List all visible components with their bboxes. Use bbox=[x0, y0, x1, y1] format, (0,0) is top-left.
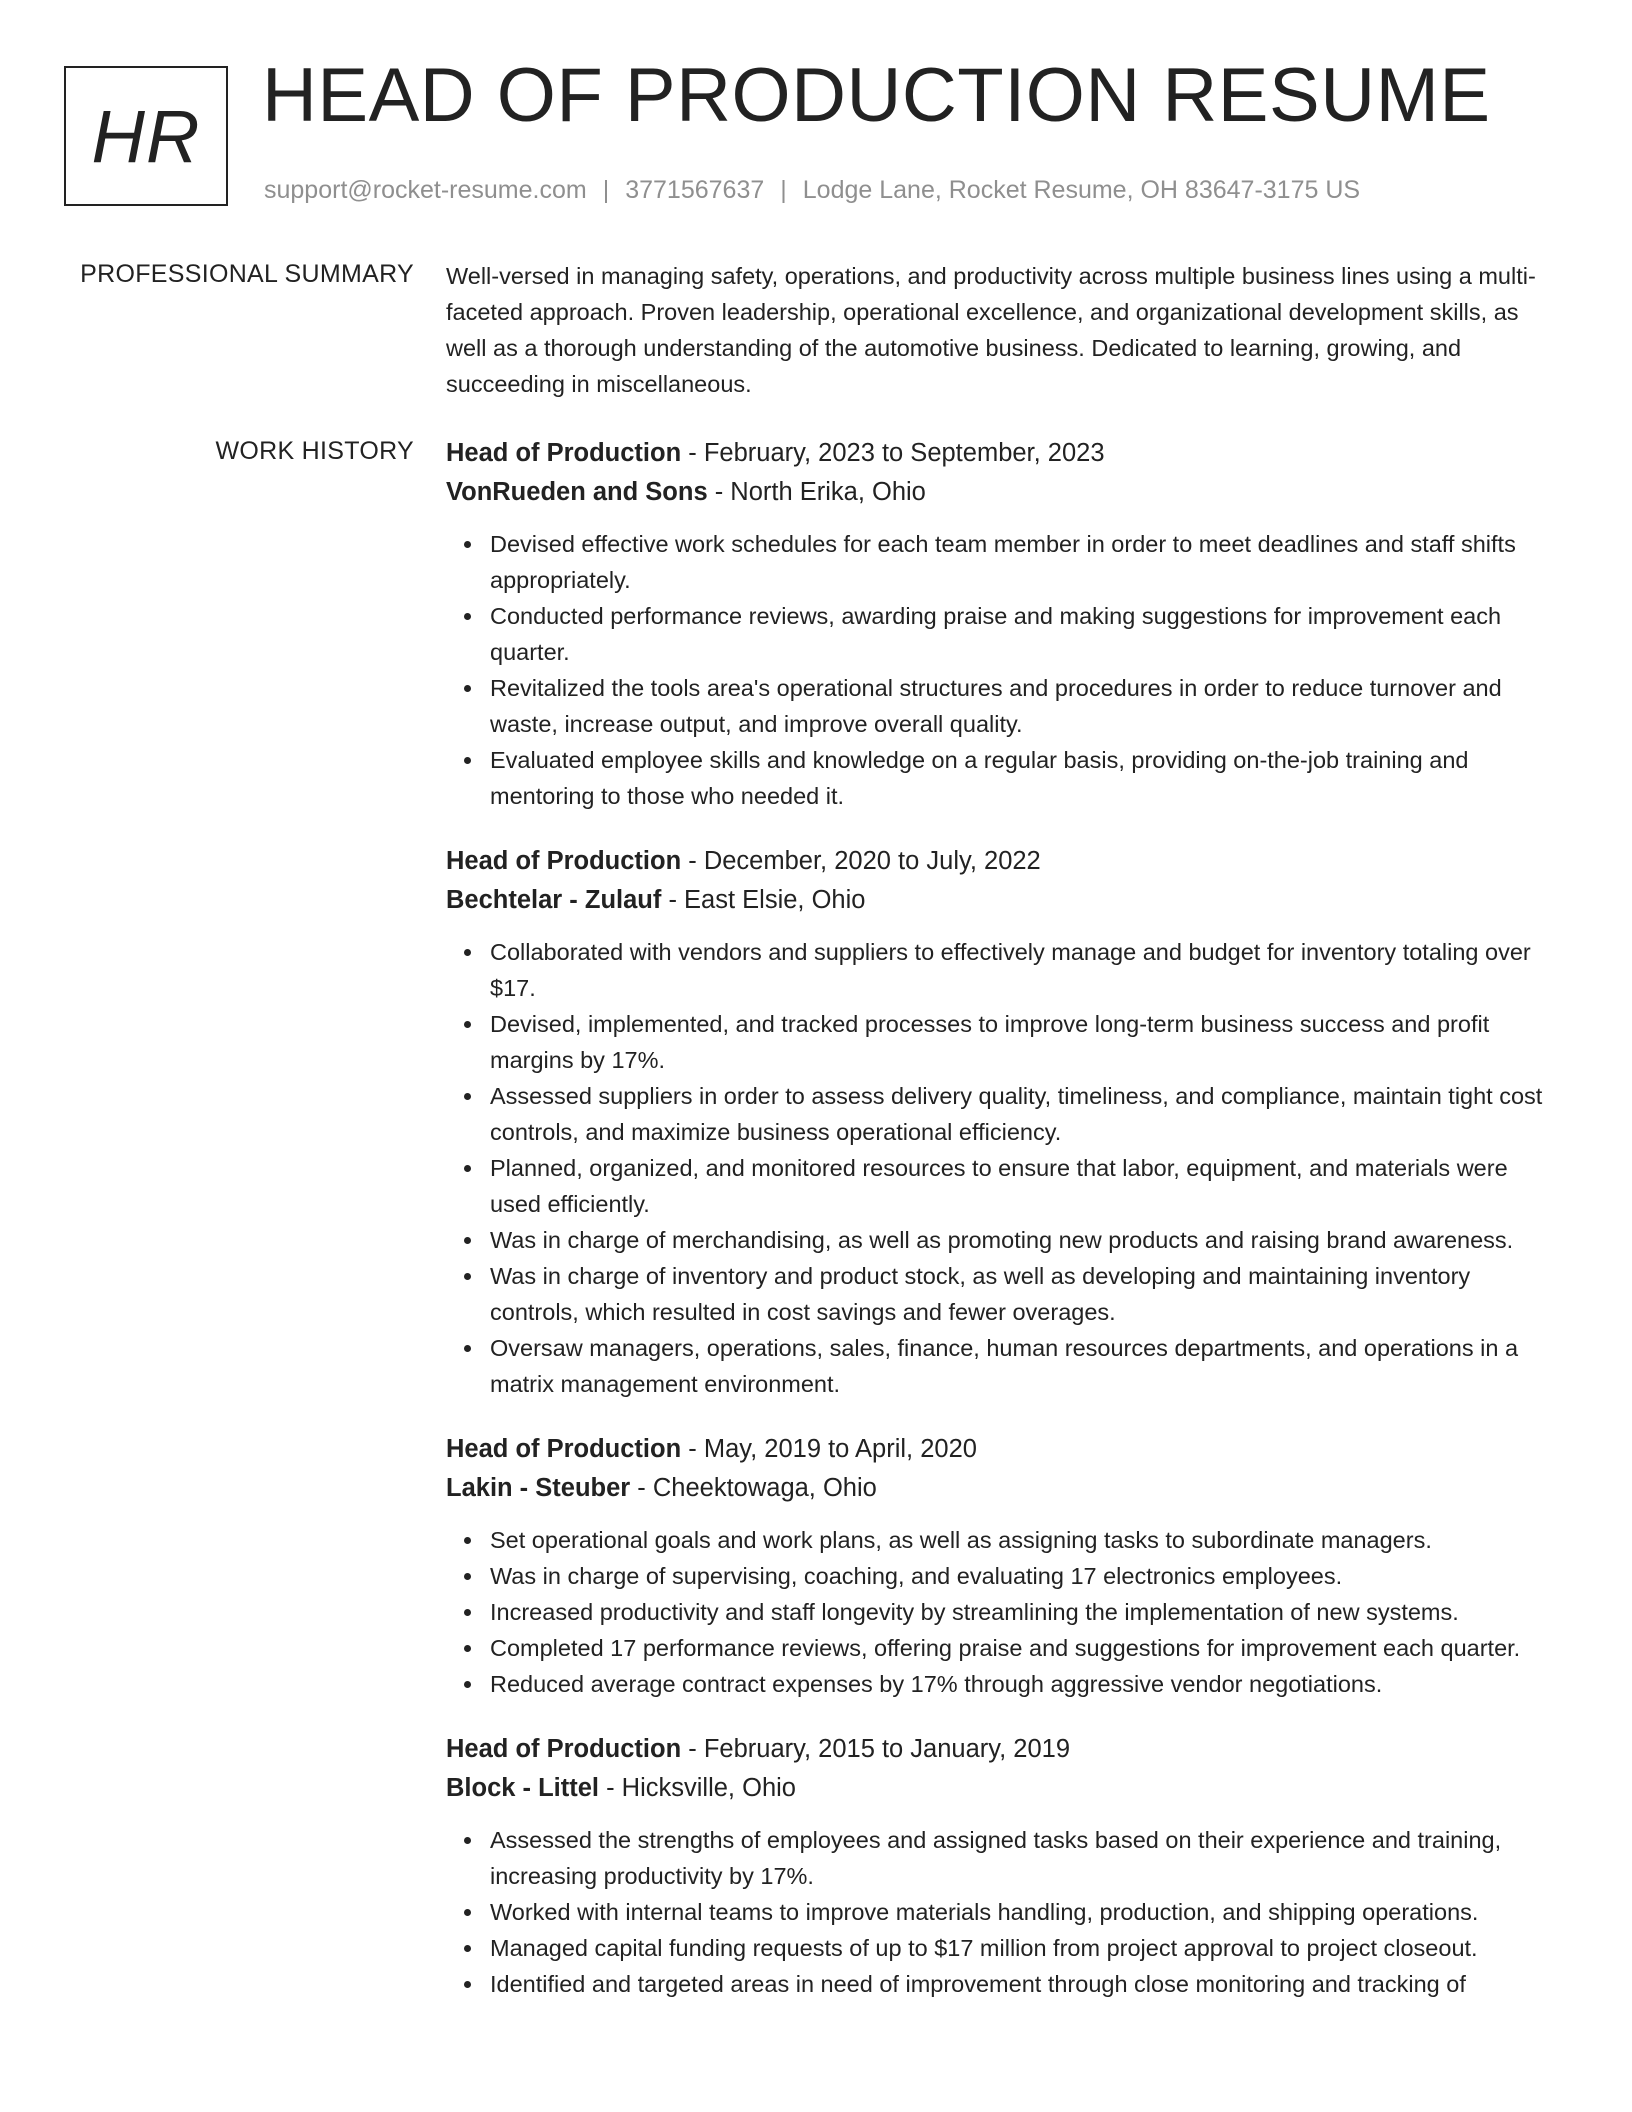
job-entry bbox=[446, 1430, 1556, 1702]
job-company-line bbox=[446, 881, 1556, 920]
job-company-line bbox=[446, 1769, 1556, 1808]
job-bullet: Evaluated employee skills and knowledge on a regular basis, providing on-the-job training and mentoring to those who needed it. bbox=[490, 742, 1556, 814]
job-company: VonRueden and Sons bbox=[446, 478, 708, 506]
job-title: Head of Production bbox=[446, 847, 682, 875]
summary-text: Well-versed in managing safety, operations, and productivity across multiple business lines using a multi-faceted approach. Proven leadership, operational excellence, and organizational development skills, as well as a thorough understanding of the automotive business. Dedicated to learning, growing, and succeeding in miscellaneous. bbox=[446, 263, 1536, 397]
job-title: Head of Production bbox=[446, 1435, 682, 1463]
job-dates: - February, 2023 to September, 2023 bbox=[681, 439, 1105, 467]
job-bullet: Collaborated with vendors and suppliers to effectively manage and budget for inventory totaling over $17. bbox=[490, 934, 1556, 1006]
job-bullet: Oversaw managers, operations, sales, finance, human resources departments, and operations in a matrix management environment. bbox=[490, 1330, 1556, 1402]
job-bullet: Completed 17 performance reviews, offering praise and suggestions for improvement each quarter. bbox=[490, 1630, 1556, 1666]
job-bullet: Was in charge of inventory and product stock, as well as developing and maintaining inventory controls, which resulted in cost savings and fewer overages. bbox=[490, 1258, 1556, 1330]
monogram-initials: HR bbox=[91, 94, 201, 178]
job-bullet: Worked with internal teams to improve materials handling, production, and shipping operations. bbox=[490, 1894, 1556, 1930]
job-title-line bbox=[446, 1430, 1556, 1469]
job-bullet: Devised effective work schedules for each team member in order to meet deadlines and staff shifts appropriately. bbox=[490, 526, 1556, 598]
contact-email: support@rocket-resume.com bbox=[264, 176, 587, 204]
job-dates: - May, 2019 to April, 2020 bbox=[681, 1435, 977, 1463]
summary-content bbox=[446, 258, 1556, 402]
page-title: HEAD OF PRODUCTION RESUME bbox=[262, 53, 1491, 138]
job-bullets bbox=[446, 526, 1556, 814]
job-company-line bbox=[446, 1469, 1556, 1508]
job-company: Lakin - Steuber bbox=[446, 1474, 631, 1502]
job-location: - Hicksville, Ohio bbox=[599, 1774, 796, 1802]
job-bullet: Conducted performance reviews, awarding praise and making suggestions for improvement each quarter. bbox=[490, 598, 1556, 670]
job-bullet: Assessed the strengths of employees and assigned tasks based on their experience and training, increasing productivity by 17%. bbox=[490, 1822, 1556, 1894]
job-bullet: Was in charge of merchandising, as well as promoting new products and raising brand awareness. bbox=[490, 1222, 1556, 1258]
job-bullet: Revitalized the tools area's operational structures and procedures in order to reduce turnover and waste, increase output, and improve overall quality. bbox=[490, 670, 1556, 742]
job-bullet: Was in charge of supervising, coaching, and evaluating 17 electronics employees. bbox=[490, 1558, 1556, 1594]
job-title-line bbox=[446, 842, 1556, 881]
job-bullets bbox=[446, 1522, 1556, 1702]
job-location: - East Elsie, Ohio bbox=[661, 886, 866, 914]
job-bullet: Assessed suppliers in order to assess delivery quality, timeliness, and compliance, maintain tight cost controls, and maximize business operational efficiency. bbox=[490, 1078, 1556, 1150]
job-entry bbox=[446, 1730, 1556, 2002]
summary-heading: PROFESSIONAL SUMMARY bbox=[80, 260, 414, 288]
job-title: Head of Production bbox=[446, 439, 682, 467]
job-dates: - December, 2020 to July, 2022 bbox=[681, 847, 1041, 875]
work-history-heading: WORK HISTORY bbox=[215, 437, 414, 465]
job-location: - Cheektowaga, Ohio bbox=[630, 1474, 877, 1502]
job-entry bbox=[446, 842, 1556, 1402]
job-bullets bbox=[446, 934, 1556, 1402]
job-bullet: Set operational goals and work plans, as well as assigning tasks to subordinate managers. bbox=[490, 1522, 1556, 1558]
job-entry bbox=[446, 434, 1556, 814]
job-title: Head of Production bbox=[446, 1735, 682, 1763]
contact-separator: | bbox=[780, 176, 787, 204]
work-history-content bbox=[446, 434, 1556, 2030]
contact-phone: 3771567637 bbox=[625, 176, 765, 204]
job-bullet: Managed capital funding requests of up to $17 million from project approval to project closeout. bbox=[490, 1930, 1556, 1966]
job-dates: - February, 2015 to January, 2019 bbox=[681, 1735, 1071, 1763]
contact-line bbox=[264, 176, 1360, 205]
job-bullet: Devised, implemented, and tracked processes to improve long-term business success and profit margins by 17%. bbox=[490, 1006, 1556, 1078]
job-bullet: Reduced average contract expenses by 17% through aggressive vendor negotiations. bbox=[490, 1666, 1556, 1702]
job-title-line bbox=[446, 434, 1556, 473]
contact-separator: | bbox=[602, 176, 610, 204]
contact-address: Lodge Lane, Rocket Resume, OH 83647-3175 US bbox=[802, 176, 1361, 204]
job-company: Bechtelar - Zulauf bbox=[446, 886, 662, 914]
job-bullet: Increased productivity and staff longevity by streamlining the implementation of new systems. bbox=[490, 1594, 1556, 1630]
job-title-line bbox=[446, 1730, 1556, 1769]
job-company-line bbox=[446, 473, 1556, 512]
job-bullet: Identified and targeted areas in need of improvement through close monitoring and tracking of bbox=[490, 1966, 1556, 2002]
job-company: Block - Littel bbox=[446, 1774, 600, 1802]
job-bullet: Planned, organized, and monitored resources to ensure that labor, equipment, and materials were used efficiently. bbox=[490, 1150, 1556, 1222]
monogram-box bbox=[64, 66, 228, 206]
job-location: - North Erika, Ohio bbox=[707, 478, 926, 506]
job-bullets bbox=[446, 1822, 1556, 2002]
